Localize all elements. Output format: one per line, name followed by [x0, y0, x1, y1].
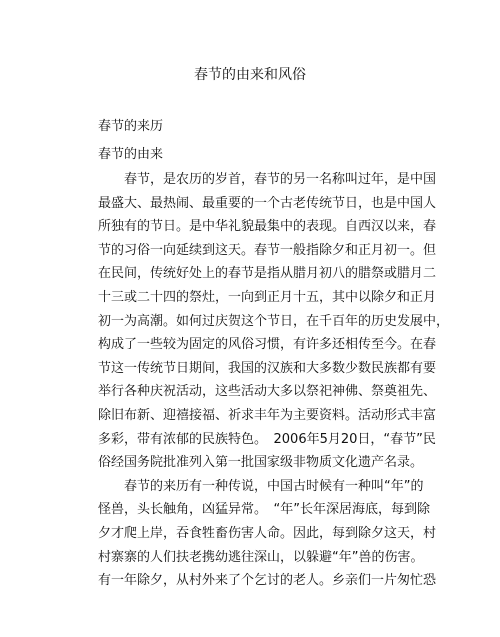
body-text	[98, 168, 450, 593]
paragraph-line: 多彩，带有浓郁的民族特色。 2006年5月20日，“春节”民	[98, 431, 436, 447]
section-heading-origin: 春节的由来	[98, 147, 164, 162]
section-heading-history: 春节的来历	[98, 119, 164, 134]
paragraph-line: 有一年除夕，从村外来了个乞讨的老人。乡亲们一片匆忙恐	[98, 573, 437, 589]
paragraph-line: 在民间，传统好处上的春节是指从腊月初八的腊祭或腊月二	[98, 266, 437, 282]
paragraph-line: 怪兽，头长触角，凶猛异常。 “年”长年深居海底，每到除	[98, 502, 430, 518]
paragraph-line: 构成了一些较为固定的风俗习惯，有许多还相传至今。在春	[98, 337, 437, 353]
paragraph-line: 最盛大、最热闹、最重要的一个古老传统节日，也是中国人	[98, 195, 437, 211]
paragraph-line: 春节，是农历的岁首，春节的另一名称叫过年，是中国	[124, 172, 437, 187]
paragraph-line: 节这一传统节日期间，我国的汉族和大多数少数民族都有要	[98, 360, 437, 376]
paragraph-line: 初一为高潮。如何过庆贺这个节日，在千百年的历史发展中，	[98, 313, 450, 329]
paragraph-line: 春节的来历有一种传说，中国古时候有一种叫“年”的	[124, 478, 424, 494]
paragraph-line: 十三或二十四的祭灶，一向到正月十五，其中以除夕和正月	[98, 289, 437, 305]
paragraph-line: 村寨寨的人们扶老携幼逃往深山，以躲避“年”兽的伤害。	[98, 549, 424, 565]
paragraph-line: 所独有的节日。是中华礼貌最集中的表现。自西汉以来，春	[98, 219, 437, 235]
document-title: 春节的由来和风俗	[194, 67, 306, 83]
paragraph-line: 举行各种庆祝活动，这些活动大多以祭祀神佛、祭奠祖先、	[98, 384, 437, 400]
paragraph-line: 节的习俗一向延续到这天。春节一般指除夕和正月初一。但	[98, 242, 437, 258]
paragraph-line: 俗经国务院批准列入第一批国家级非物质文化遗产名录。	[98, 455, 424, 471]
paragraph-line: 除旧布新、迎禧接福、祈求丰年为主要资料。活动形式丰富	[98, 407, 437, 423]
paragraph-line: 夕才爬上岸，吞食牲畜伤害人命。因此，每到除夕这天，村	[98, 525, 437, 541]
